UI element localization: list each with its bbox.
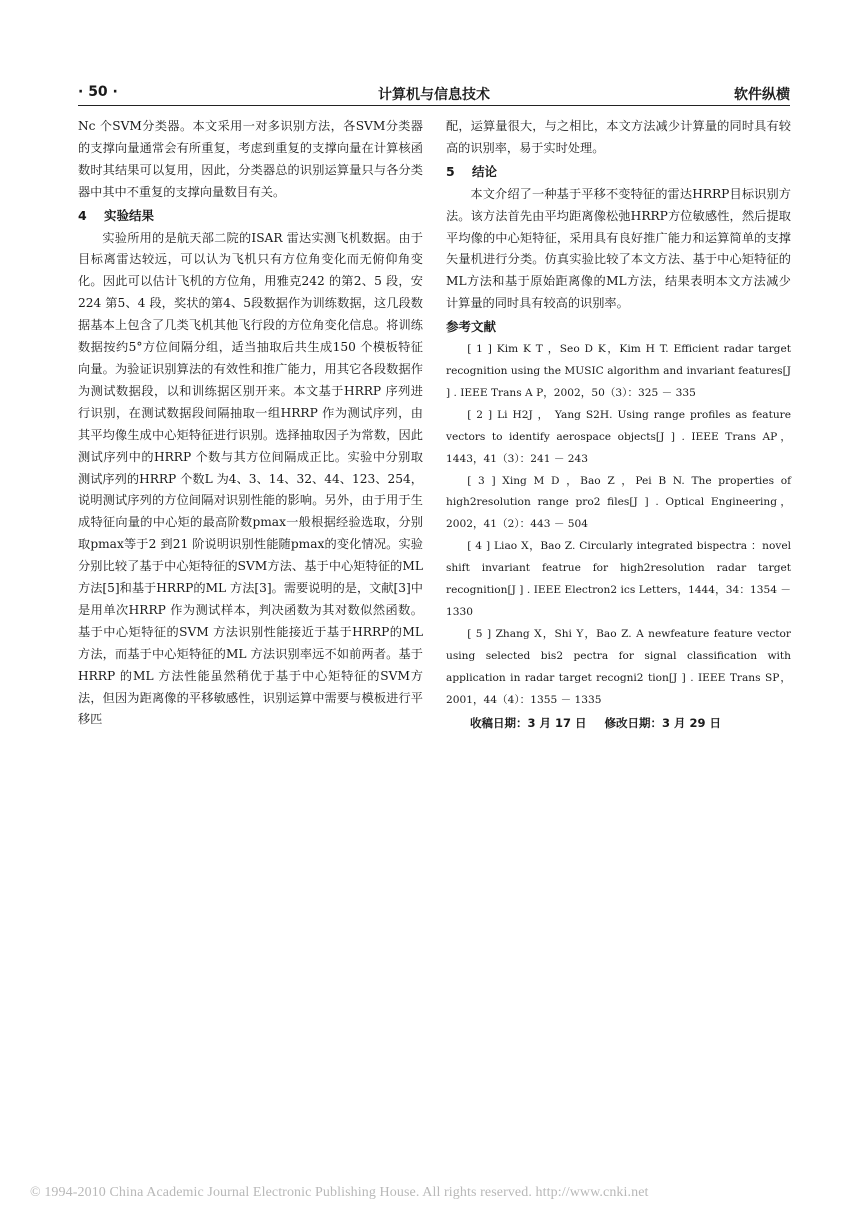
references-list: [446, 339, 791, 711]
section-5-paragraph: 本文介绍了一种基于平移不变特征的雷达HRRP目标识别方法。该方法首先由平均距离像松弛HRRP方位敏感性，然后提取平均像的中心矩特征，采用具有良好推广能力和运算简单的支撑矢量机进行分类。仿真实验比较了本文方法、基于中心矩特征的ML方法和基于原始距离像的ML方法，结果表明本文方法减少计算量的同时具有较高的识别率。: [446, 186, 791, 311]
continued-paragraph: Nc 个SVM分类器。本文采用一对多识别方法，各SVM分类器的支撑向量通常会有所重复，考虑到重复的支撑向量在计算核函数时其结果可以复用，因此，分类器总的识别运算量只与各分类器中其中不重复的支撑向量数目有关。: [78, 119, 423, 199]
reference-item: [ 4 ] Liao X，Bao Z. Circularly integrated bispectra ：novel shift invariant featrue for high2resolution radar target recognition[J ] . IEEE Electron2 ics Letters，1444，34：1354 － 1330: [446, 540, 791, 618]
journal-title: 计算机与信息技术: [378, 87, 490, 103]
received-date: 收稿日期：3 月 17 日: [470, 716, 587, 731]
references-heading: 参考文献: [446, 319, 497, 335]
continued-paragraph-right: 配，运算量很大，与之相比，本文方法减少计算量的同时具有较高的识别率，易于实时处理。: [446, 119, 791, 155]
reference-item: [ 1 ] Kim K T ，Seo D K，Kim H T. Efficient radar target recognition using the MUSIC algorithm and invariant features[J ] . IEEE Trans A P，2002，50（3）：325 － 335: [446, 343, 791, 399]
reference-item: [ 5 ] Zhang X，Shi Y，Bao Z. A newfeature feature vector using selected bis2 pectra for signal classification with application in radar target recogni2 tion[J ] . IEEE Trans SP，2001，44（4）：1355 － 1335: [446, 627, 791, 706]
revised-date: 修改日期：3 月 29 日: [604, 716, 722, 731]
page-number: · 50 ·: [78, 84, 118, 100]
section-4-number: 4: [78, 207, 87, 223]
section-4-paragraph: 实验所用的是航天部二院的ISAR 雷达实测飞机数据。由于目标离雷达较远，可以认为飞机只有方位角变化而无俯仰角变化。因此可以估计飞机的方位角，用雅克242 的第2、5 段，安224 第5、4 段，奖状的第4、5段数据作为训练数据，这几段数据基本上包含了几类飞机其他飞行段的方位角变化信息。将训练数据按约5°方位间隔分组，适当抽取后共生成150 个模板特征向量。为验证识别算法的有效性和推广能力，用其它各段数据作为测试数据段，以和训练据区别开来。本文基于HRRP 序列进行识别，在测试数据段间隔抽取一组HRRP 作为测试序列，由其平均像生成中心矩特征进行识别。选择抽取因子为常数，因此测试序列中的HRRP 个数与其方位间隔成正比。实验中分别取测试序列的HRRP 个数L 为4、3、14、32、44、123、254，说明测试序列的方位间隔对识别性能的影响。另外，由于用于生成特征向量的中心矩的最高阶数pmax一般根据经验选取，分别取pmax等于2 到21 阶说明识别性能随pmax的变化情况。实验分别比较了基于中心矩特征的SVM方法、基于中心矩特征的ML 方法[5]和基于HRRP的ML 方法[3]。需要说明的是，文献[3]中是用单次HRRP 作为测试样本，判决函数为其对数似然函数。基于中心矩特征的SVM 方法识别性能接近于基于HRRP的ML 方法，而基于中心矩特征的ML 方法识别率远不如前两者。基于HRRP 的ML 方法性能虽然稍优于基于中心矩特征的SVM方法，但因为距离像的平移敏感性，识别运算中需要与模板进行平移匹: [78, 230, 423, 727]
page-header: [78, 82, 790, 106]
section-4-heading: [78, 205, 423, 227]
section-5-heading: [446, 161, 791, 183]
left-column: [78, 116, 423, 731]
copyright-footer: © 1994-2010 China Academic Journal Electronic Publishing House. All rights reserved. http://www.cnki.net: [30, 1185, 649, 1200]
section-5-title: 结论: [472, 163, 498, 179]
right-column: [446, 116, 791, 735]
reference-item: [ 3 ] Xing M D ，Bao Z ，Pei B N. The properties of high2resolution range pro2 files[J ] . Optical Engineering，2002，41（2）：443 － 504: [446, 474, 791, 531]
section-name: 软件纵横: [734, 87, 790, 103]
reference-item: [ 2 ] Li H2J ， Yang S2H. Using range profiles as feature vectors to identify aerospace objects[J ] . IEEE Trans AP，1443，41（3）：241 － 243: [446, 408, 791, 465]
section-4-title: 实验结果: [104, 207, 155, 223]
submission-dates: [446, 713, 791, 735]
section-5-number: 5: [446, 163, 455, 179]
header-rule: [78, 105, 790, 106]
